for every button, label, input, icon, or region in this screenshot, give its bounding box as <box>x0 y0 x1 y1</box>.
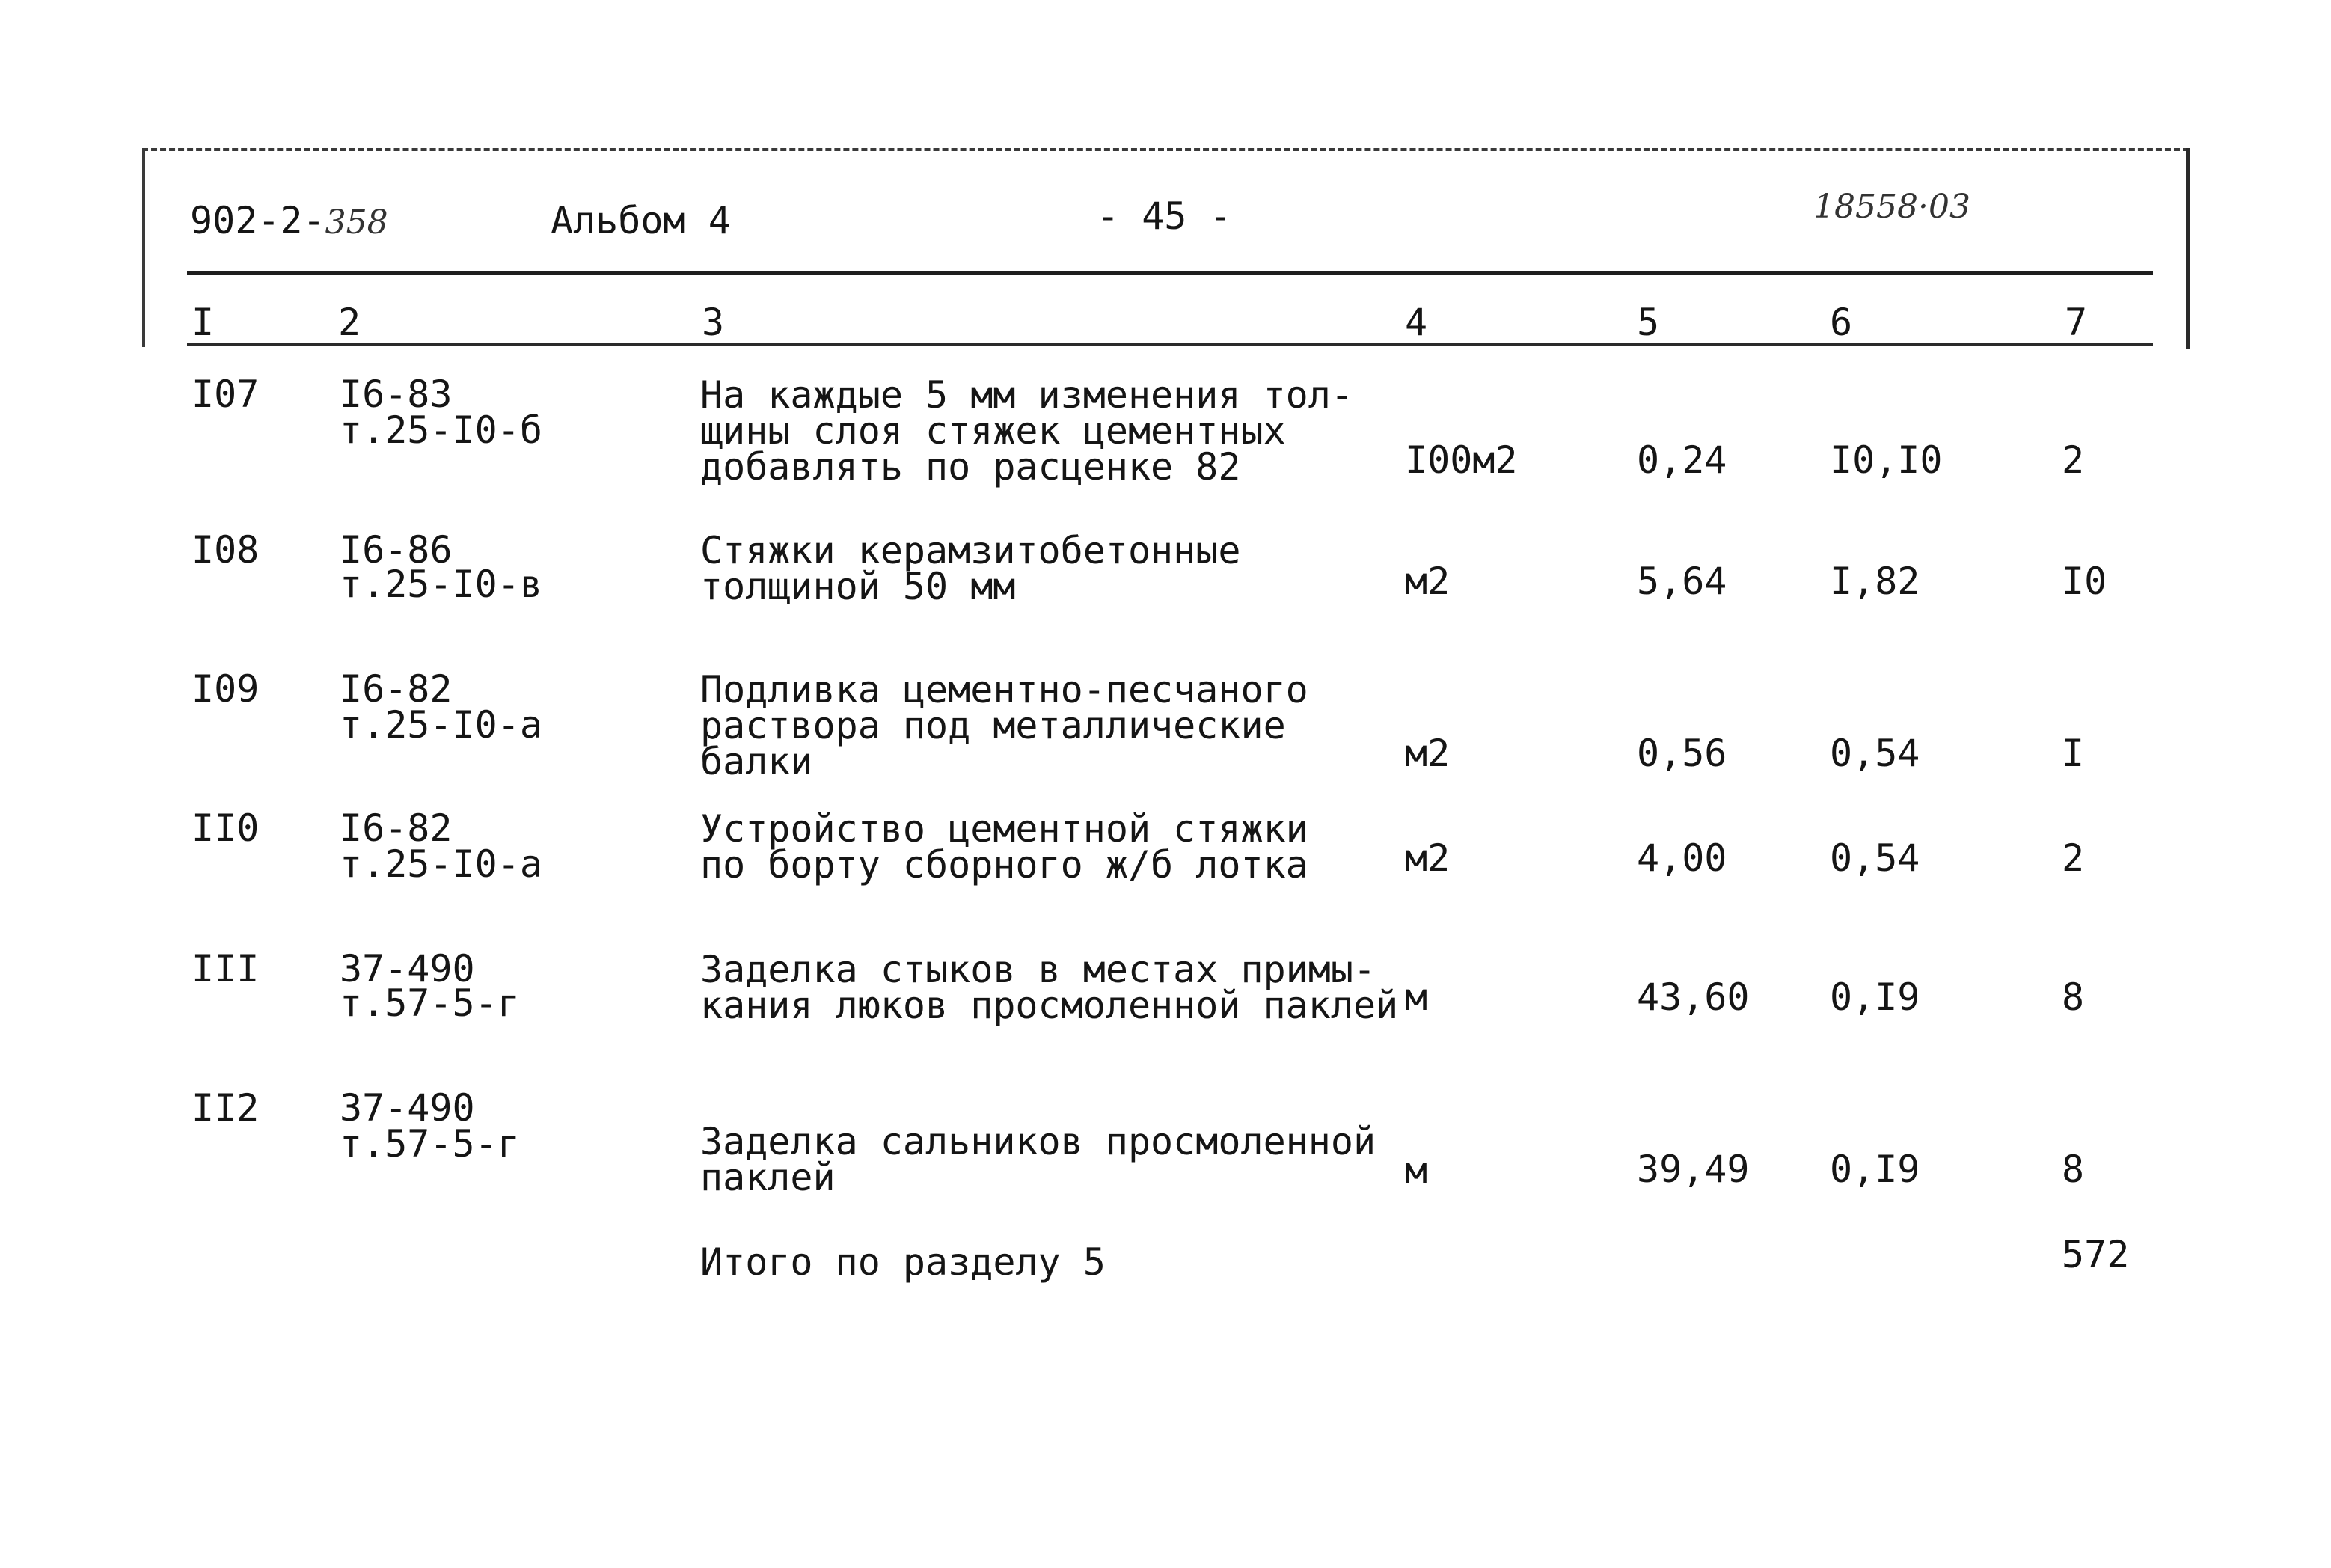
rate-code: I6-82 <box>340 667 453 711</box>
work-description <box>700 668 1308 783</box>
description-line: добавлять по расценке 82 <box>700 445 1241 489</box>
description-line: щины слоя стяжек цементных <box>700 409 1286 453</box>
unit: м2 <box>1405 732 1451 775</box>
unit-price: 0,I9 <box>1830 1148 1920 1191</box>
work-description <box>700 807 1308 886</box>
frame-top-border <box>142 148 2189 151</box>
quantity: 4,00 <box>1637 836 1727 880</box>
table-reference: т.57-5-г <box>340 1122 520 1166</box>
frame-right-border <box>2186 148 2190 349</box>
section-total-label: Итого по разделу 5 <box>700 1240 1106 1284</box>
rate-code: I6-83 <box>340 373 453 416</box>
unit: I00м2 <box>1405 438 1518 482</box>
rate-code: I6-86 <box>340 528 453 572</box>
total: 2 <box>2062 438 2085 482</box>
page-number: - 45 - <box>1097 195 1232 238</box>
quantity: 43,60 <box>1637 976 1750 1019</box>
description-line: раствора под металлические <box>700 704 1286 747</box>
table-reference: т.25-I0-б <box>340 408 542 452</box>
unit-price: 0,54 <box>1830 732 1920 775</box>
description-line: На каждые 5 мм изменения тол- <box>700 373 1353 417</box>
row-number: II0 <box>192 806 260 850</box>
table-reference: т.25-I0-в <box>340 563 542 606</box>
handwritten-stamp: 18558·03 <box>1813 188 1970 226</box>
work-description <box>700 529 1241 608</box>
row-number: I07 <box>192 373 260 416</box>
description-line: Подливка цементно-песчаного <box>700 668 1308 711</box>
document-code <box>190 199 388 242</box>
description-line: по борту сборного ж/б лотка <box>700 843 1308 886</box>
description-line: Стяжки керамзитобетонные <box>700 529 1241 572</box>
row-number: II2 <box>192 1086 260 1130</box>
column-number-6: 6 <box>1830 301 1853 344</box>
column-number-5: 5 <box>1637 301 1660 344</box>
description-line: Заделка сальников просмоленной <box>700 1120 1376 1163</box>
unit-price: 0,I9 <box>1830 976 1920 1019</box>
rate-code: 37-490 <box>340 1086 475 1130</box>
work-description <box>700 1120 1376 1199</box>
column-number-4: 4 <box>1405 301 1428 344</box>
quantity: 0,24 <box>1637 438 1727 482</box>
column-number-1: I <box>192 301 215 344</box>
row-number: I08 <box>192 528 260 572</box>
rate-code: 37-490 <box>340 947 475 990</box>
quantity: 5,64 <box>1637 560 1727 603</box>
description-line: балки <box>700 740 813 783</box>
unit-price: I0,I0 <box>1830 438 1943 482</box>
total: 8 <box>2062 1148 2085 1191</box>
unit: м <box>1405 976 1428 1019</box>
row-number: I09 <box>192 667 260 711</box>
unit: м2 <box>1405 836 1451 880</box>
description-line: кания люков просмоленной паклей <box>700 984 1399 1027</box>
row-number: III <box>192 947 260 990</box>
table-reference: т.25-I0-а <box>340 703 542 747</box>
description-line: Заделка стыков в местах примы- <box>700 948 1376 991</box>
frame-left-border <box>142 148 145 347</box>
work-description <box>700 948 1399 1027</box>
column-number-2: 2 <box>338 301 361 344</box>
column-header-rule <box>187 343 2153 346</box>
column-number-7: 7 <box>2065 301 2088 344</box>
header-rule <box>187 271 2153 275</box>
work-description <box>700 373 1353 489</box>
rate-code: I6-82 <box>340 806 453 850</box>
description-line: толщиной 50 мм <box>700 565 1016 608</box>
unit-price: I,82 <box>1830 560 1920 603</box>
description-line: Устройство цементной стяжки <box>700 807 1308 851</box>
album-label: Альбом 4 <box>551 199 731 242</box>
total: I <box>2062 732 2085 775</box>
section-total-value: 572 <box>2062 1233 2130 1276</box>
quantity: 39,49 <box>1637 1148 1750 1191</box>
document-code-prefix: 902-2- <box>190 199 325 242</box>
total: 2 <box>2062 836 2085 880</box>
total: 8 <box>2062 976 2085 1019</box>
column-number-3: 3 <box>702 301 725 344</box>
unit-price: 0,54 <box>1830 836 1920 880</box>
total: I0 <box>2062 560 2107 603</box>
quantity: 0,56 <box>1637 732 1727 775</box>
document-code-handwritten: 358 <box>325 203 388 242</box>
description-line: паклей <box>700 1156 836 1199</box>
unit: м <box>1405 1149 1428 1192</box>
table-reference: т.57-5-г <box>340 981 520 1025</box>
unit: м2 <box>1405 560 1451 603</box>
table-reference: т.25-I0-а <box>340 842 542 886</box>
